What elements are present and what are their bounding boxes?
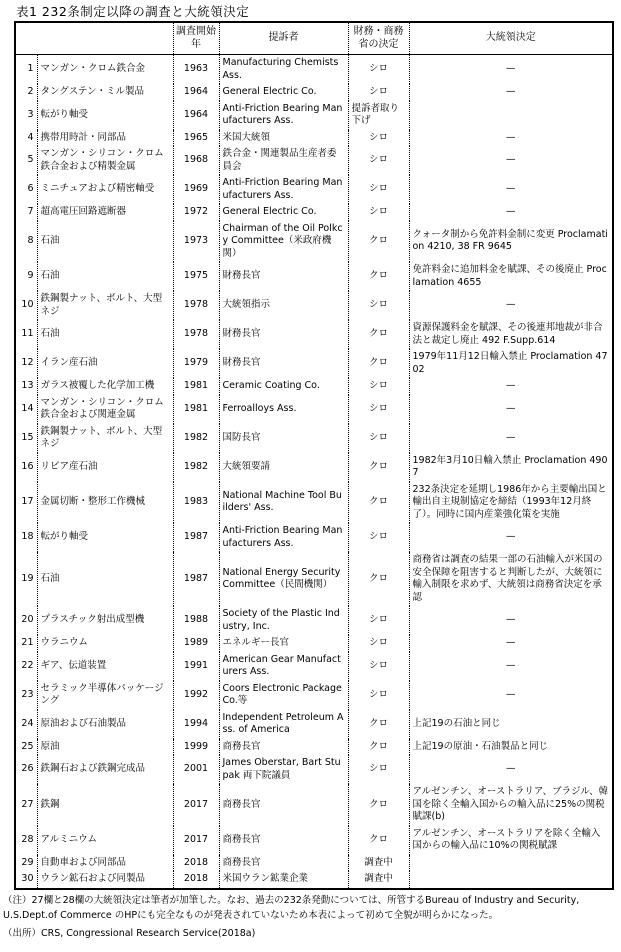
ministry-decision-cell: クロ [348, 826, 409, 855]
ministry-decision-cell: クロ [348, 262, 409, 291]
petitioner-cell: Chairman of the Oil Polkcy Committee（米政府機関） [219, 221, 348, 263]
ministry-decision-cell: シロ [348, 84, 409, 101]
table-row [15, 681, 613, 710]
presidential-decision-cell: 商務省は調査の結果一部の石油輸入が米国の安全保障を阻害すると判断したが、大統領に輸入制限を求めず、大統領は商務省決定を承認 [409, 552, 613, 606]
row-number-cell: 6 [27, 183, 34, 195]
petitioner-cell: Coors Electronic Package Co.等 [219, 681, 348, 710]
year-cell: 1972 [173, 204, 219, 221]
year-cell: 1968 [173, 146, 219, 175]
footnote-line-2: U.S.Dept.of Commerce のHPにも完全なものが発表されていないため本表によって初めて全貌が明らかになった。 [3, 910, 499, 921]
petitioner-cell: Society of the Plastic Industry, Inc. [219, 606, 348, 635]
table-row [15, 291, 613, 320]
item-cell: ガラス被覆した化学加工機 [37, 378, 173, 395]
item-cell: 転がり軸受 [37, 523, 173, 552]
row-number-cell: 7 [27, 206, 34, 217]
table-row [15, 552, 613, 606]
petitioner-cell: 鉄合金・関連製品生産者委員会 [219, 146, 348, 175]
presidential-decision-cell: — [409, 175, 613, 204]
row-number-cell: 12 [21, 357, 34, 369]
ministry-decision-cell: シロ [348, 395, 409, 424]
item-cell: マンガン・クロム鉄合金 [37, 55, 173, 85]
row-number-cell: 27 [21, 798, 34, 810]
petitioner-cell: Manufacturing Chemists Ass. [219, 55, 348, 85]
item-cell: 鉄鋼石および鉄鋼完成品 [37, 755, 173, 784]
item-cell: リビア産石油 [37, 453, 173, 482]
year-cell: 1983 [173, 482, 219, 524]
year-cell: 1964 [173, 84, 219, 101]
year-cell: 1999 [173, 739, 219, 756]
row-number-cell: 4 [27, 131, 34, 143]
table-row [15, 855, 613, 872]
ministry-decision-cell: クロ [348, 453, 409, 482]
table-row [15, 130, 613, 147]
table-row [15, 871, 613, 889]
table-row [15, 84, 613, 101]
petitioner-cell: 米国大統領 [219, 130, 348, 147]
ministry-decision-cell: クロ [348, 349, 409, 378]
item-cell: 転がり軸受 [37, 101, 173, 130]
presidential-decision-cell [409, 871, 613, 889]
petitioner-cell: Anti-Friction Bearing Manufacturers Ass. [219, 175, 348, 204]
ministry-decision-cell: クロ [348, 710, 409, 739]
table-row [15, 378, 613, 395]
year-cell: 1987 [173, 552, 219, 606]
year-cell: 1965 [173, 130, 219, 147]
petitioner-cell: 米国ウラン鉱業企業 [219, 871, 348, 889]
row-number-cell: 20 [21, 614, 34, 626]
petitioner-cell: National Energy Security Committee（民間機関） [219, 552, 348, 606]
presidential-decision-cell: アルゼンチン、オーストラリア、ブラジル、韓国を除く全輸入国からの輸入品に25%の関税賦課(b) [409, 784, 613, 826]
presidential-decision-cell: アルゼンチン、オーストラリアを除く全輸入国からの輸入品に10%の関税賦課 [409, 826, 613, 855]
item-cell: ミニチュアおよび精密軸受 [37, 175, 173, 204]
footnote-line-1: （注）27欄と28欄の大統領決定は筆者が加筆した。なお、過去の232条発動については、所管するBureau of Industry and Security, [3, 894, 580, 906]
table-row [15, 101, 613, 130]
presidential-decision-cell: — [409, 606, 613, 635]
table-header [15, 22, 613, 55]
header-investigation-start-year: 調査開始年 [173, 22, 219, 55]
petitioner-cell: American Gear Manufacturers Ass. [219, 652, 348, 681]
ministry-decision-cell: シロ [348, 424, 409, 453]
ministry-decision-cell: シロ [348, 130, 409, 147]
table-row [15, 221, 613, 263]
presidential-decision-cell: — [409, 204, 613, 221]
ministry-decision-cell: シロ [348, 55, 409, 85]
presidential-decision-cell: — [409, 681, 613, 710]
ministry-decision-cell: クロ [348, 221, 409, 263]
table-row [15, 606, 613, 635]
year-cell: 1969 [173, 175, 219, 204]
item-cell: 超高電圧回路遮断器 [37, 204, 173, 221]
item-cell: マンガン・シリコン・クロム鉄合金および精製金属 [37, 146, 173, 175]
presidential-decision-cell: — [409, 55, 613, 85]
row-number-cell: 10 [21, 299, 34, 311]
petitioner-cell: Anti-Friction Bearing Manufacturers Ass. [219, 101, 348, 130]
item-cell: セラミック半導体パッケージング [37, 681, 173, 710]
header-item-blank [15, 22, 173, 55]
petitioner-cell: 商務長官 [219, 855, 348, 872]
year-cell: 1978 [173, 291, 219, 320]
row-number-cell: 23 [21, 688, 34, 700]
item-cell: 鉄鋼 [37, 784, 173, 826]
ministry-decision-cell: シロ [348, 175, 409, 204]
petitioner-cell: James Oberstar, Bart Stupak 両下院議員 [219, 755, 348, 784]
year-cell: 2017 [173, 826, 219, 855]
ministry-decision-cell: シロ [348, 606, 409, 635]
petitioner-cell: 商務長官 [219, 784, 348, 826]
row-number-cell: 18 [21, 531, 34, 543]
item-cell: アルミニウム [37, 826, 173, 855]
presidential-decision-cell: — [409, 130, 613, 147]
ministry-decision-cell: クロ [348, 552, 409, 606]
item-cell: 石油 [37, 320, 173, 349]
header-ministry-decision: 財務・商務省の決定 [348, 22, 409, 55]
petitioner-cell: 商務長官 [219, 739, 348, 756]
year-cell: 1975 [173, 262, 219, 291]
table-row [15, 710, 613, 739]
row-number-cell: 2 [27, 86, 34, 97]
row-number-cell: 21 [21, 637, 34, 648]
table-row [15, 784, 613, 826]
year-cell: 2018 [173, 855, 219, 872]
row-number-cell: 16 [21, 460, 34, 472]
ministry-decision-cell: シロ [348, 378, 409, 395]
table-row [15, 453, 613, 482]
row-number-cell: 14 [21, 402, 34, 414]
item-cell: ウラン鉱石および同製品 [37, 871, 173, 889]
table-row [15, 320, 613, 349]
ministry-decision-cell: シロ [348, 681, 409, 710]
ministry-decision-cell: シロ [348, 146, 409, 175]
presidential-decision-cell: — [409, 84, 613, 101]
row-number-cell: 28 [21, 833, 34, 845]
row-number-cell: 25 [21, 740, 34, 752]
presidential-decision-cell: — [409, 635, 613, 652]
item-cell: タングステン・ミル製品 [37, 84, 173, 101]
table-row [15, 262, 613, 291]
header-row [15, 22, 613, 55]
year-cell: 1979 [173, 349, 219, 378]
year-cell: 1981 [173, 378, 219, 395]
table-row [15, 826, 613, 855]
row-number-cell: 29 [21, 856, 34, 868]
table-row [15, 652, 613, 681]
petitioner-cell: 大統領要請 [219, 453, 348, 482]
presidential-decision-cell [409, 855, 613, 872]
year-cell: 1982 [173, 424, 219, 453]
year-cell: 2017 [173, 784, 219, 826]
petitioner-cell: General Electric Co. [219, 84, 348, 101]
presidential-decision-cell: 資源保護料金を賦課、その後連邦地裁が非合法と裁定し廃止 492 F.Supp.614 [409, 320, 613, 349]
year-cell: 1988 [173, 606, 219, 635]
presidential-decision-cell: 上記19の原油・石油製品と同じ [409, 739, 613, 756]
presidential-decision-cell: — [409, 291, 613, 320]
presidential-decision-cell: 232条決定を延期し1986年から主要輸出国と輸出自主規制協定を締結（1993年12月終了）。同時に国内産業強化策を実施 [409, 482, 613, 524]
table-row [15, 424, 613, 453]
year-cell: 1989 [173, 635, 219, 652]
petitioner-cell: Anti-Friction Bearing Manufacturers Ass. [219, 523, 348, 552]
row-number-cell: 17 [21, 496, 34, 507]
presidential-decision-cell: — [409, 652, 613, 681]
row-number-cell: 3 [27, 108, 34, 120]
item-cell: 自動車および同部品 [37, 855, 173, 872]
ministry-decision-cell: クロ [348, 784, 409, 826]
ministry-decision-cell: シロ [348, 523, 409, 552]
row-number-cell: 22 [21, 659, 34, 671]
petitioner-cell: エネルギー長官 [219, 635, 348, 652]
item-cell: 石油 [37, 262, 173, 291]
year-cell: 1987 [173, 523, 219, 552]
row-number-cell: 9 [27, 270, 34, 282]
ministry-decision-cell: 調査中 [348, 871, 409, 889]
year-cell: 1992 [173, 681, 219, 710]
ministry-decision-cell: シロ [348, 291, 409, 320]
presidential-decision-cell: — [409, 424, 613, 453]
petitioner-cell: 財務長官 [219, 320, 348, 349]
year-cell: 1963 [173, 55, 219, 85]
row-number-cell: 15 [21, 431, 34, 443]
year-cell: 1981 [173, 395, 219, 424]
item-cell: 携帯用時計・同部品 [37, 130, 173, 147]
petitioner-cell: General Electric Co. [219, 204, 348, 221]
petitioner-cell: 財務長官 [219, 262, 348, 291]
source-note: （出所）CRS, Congressional Research Service(2018a) [3, 927, 256, 939]
ministry-decision-cell: 調査中 [348, 855, 409, 872]
year-cell: 2001 [173, 755, 219, 784]
table-row [15, 395, 613, 424]
ministry-decision-cell: 提訴者取り下げ [348, 101, 409, 130]
table-row [15, 349, 613, 378]
ministry-decision-cell: シロ [348, 635, 409, 652]
presidential-decision-cell: — [409, 755, 613, 784]
table-row [15, 523, 613, 552]
petitioner-cell: Ceramic Coating Co. [219, 378, 348, 395]
presidential-decision-cell: クォータ制から免許料金制に変更 Proclamation 4210, 38 FR 9645 [409, 221, 613, 263]
petitioner-cell: Ferroalloys Ass. [219, 395, 348, 424]
table-row [15, 755, 613, 784]
petitioner-cell: 財務長官 [219, 349, 348, 378]
presidential-decision-cell: 上記19の石油と同じ [409, 710, 613, 739]
table-row [15, 146, 613, 175]
item-cell: 鉄鋼製ナット、ボルト、大型ネジ [37, 424, 173, 453]
table-row [15, 739, 613, 756]
item-cell: 原油および石油製品 [37, 710, 173, 739]
presidential-decision-cell: 1979年11月12日輸入禁止 Proclamation 4702 [409, 349, 613, 378]
presidential-decision-cell: — [409, 378, 613, 395]
petitioner-cell: National Machine Tool Builders' Ass. [219, 482, 348, 524]
table-row [15, 635, 613, 652]
row-number-cell: 24 [21, 717, 34, 729]
section-232-table [14, 21, 614, 890]
petitioner-cell: Independent Petroleum Ass. of America [219, 710, 348, 739]
ministry-decision-cell: クロ [348, 320, 409, 349]
row-number-cell: 30 [21, 873, 34, 884]
presidential-decision-cell [409, 101, 613, 130]
header-petitioner: 提訴者 [219, 22, 348, 55]
row-number-cell: 19 [21, 572, 34, 584]
table-row [15, 55, 613, 85]
ministry-decision-cell: シロ [348, 652, 409, 681]
table-title: 表1 232条制定以降の調査と大統領決定 [16, 4, 250, 19]
table-row [15, 175, 613, 204]
row-number-cell: 8 [27, 235, 34, 246]
year-cell: 1973 [173, 221, 219, 263]
item-cell: ウラニウム [37, 635, 173, 652]
item-cell: 鉄鋼製ナット、ボルト、大型ネジ [37, 291, 173, 320]
petitioner-cell: 商務長官 [219, 826, 348, 855]
row-number-cell: 11 [21, 328, 34, 340]
ministry-decision-cell: クロ [348, 739, 409, 756]
year-cell: 1991 [173, 652, 219, 681]
presidential-decision-cell: 免許料金に追加料金を賦課、その後廃止 Proclamation 4655 [409, 262, 613, 291]
header-presidential-decision: 大統領決定 [409, 22, 613, 55]
presidential-decision-cell: — [409, 395, 613, 424]
ministry-decision-cell: シロ [348, 204, 409, 221]
year-cell: 1964 [173, 101, 219, 130]
year-cell: 1994 [173, 710, 219, 739]
row-number-cell: 5 [27, 154, 34, 166]
item-cell: ギア、伝道装置 [37, 652, 173, 681]
petitioner-cell: 国防長官 [219, 424, 348, 453]
item-cell: イラン産石油 [37, 349, 173, 378]
item-cell: プラスチック射出成型機 [37, 606, 173, 635]
ministry-decision-cell: クロ [348, 482, 409, 524]
item-cell: 原油 [37, 739, 173, 756]
presidential-decision-cell: — [409, 523, 613, 552]
year-cell: 2018 [173, 871, 219, 889]
footnotes [3, 893, 619, 942]
year-cell: 1978 [173, 320, 219, 349]
table-row [15, 482, 613, 524]
row-number-cell: 13 [21, 380, 34, 391]
table-row [15, 204, 613, 221]
petitioner-cell: 大統領指示 [219, 291, 348, 320]
item-cell: マンガン・シリコン・クロム鉄合金および関連金属 [37, 395, 173, 424]
table-body [15, 55, 613, 889]
item-cell: 石油 [37, 221, 173, 263]
item-cell: 金属切断・整形工作機械 [37, 482, 173, 524]
presidential-decision-cell: 1982年3月10日輸入禁止 Proclamation 4907 [409, 453, 613, 482]
row-number-cell: 1 [27, 63, 34, 75]
ministry-decision-cell: シロ [348, 755, 409, 784]
year-cell: 1982 [173, 453, 219, 482]
row-number-cell: 26 [21, 763, 34, 775]
item-cell: 石油 [37, 552, 173, 606]
presidential-decision-cell: — [409, 146, 613, 175]
